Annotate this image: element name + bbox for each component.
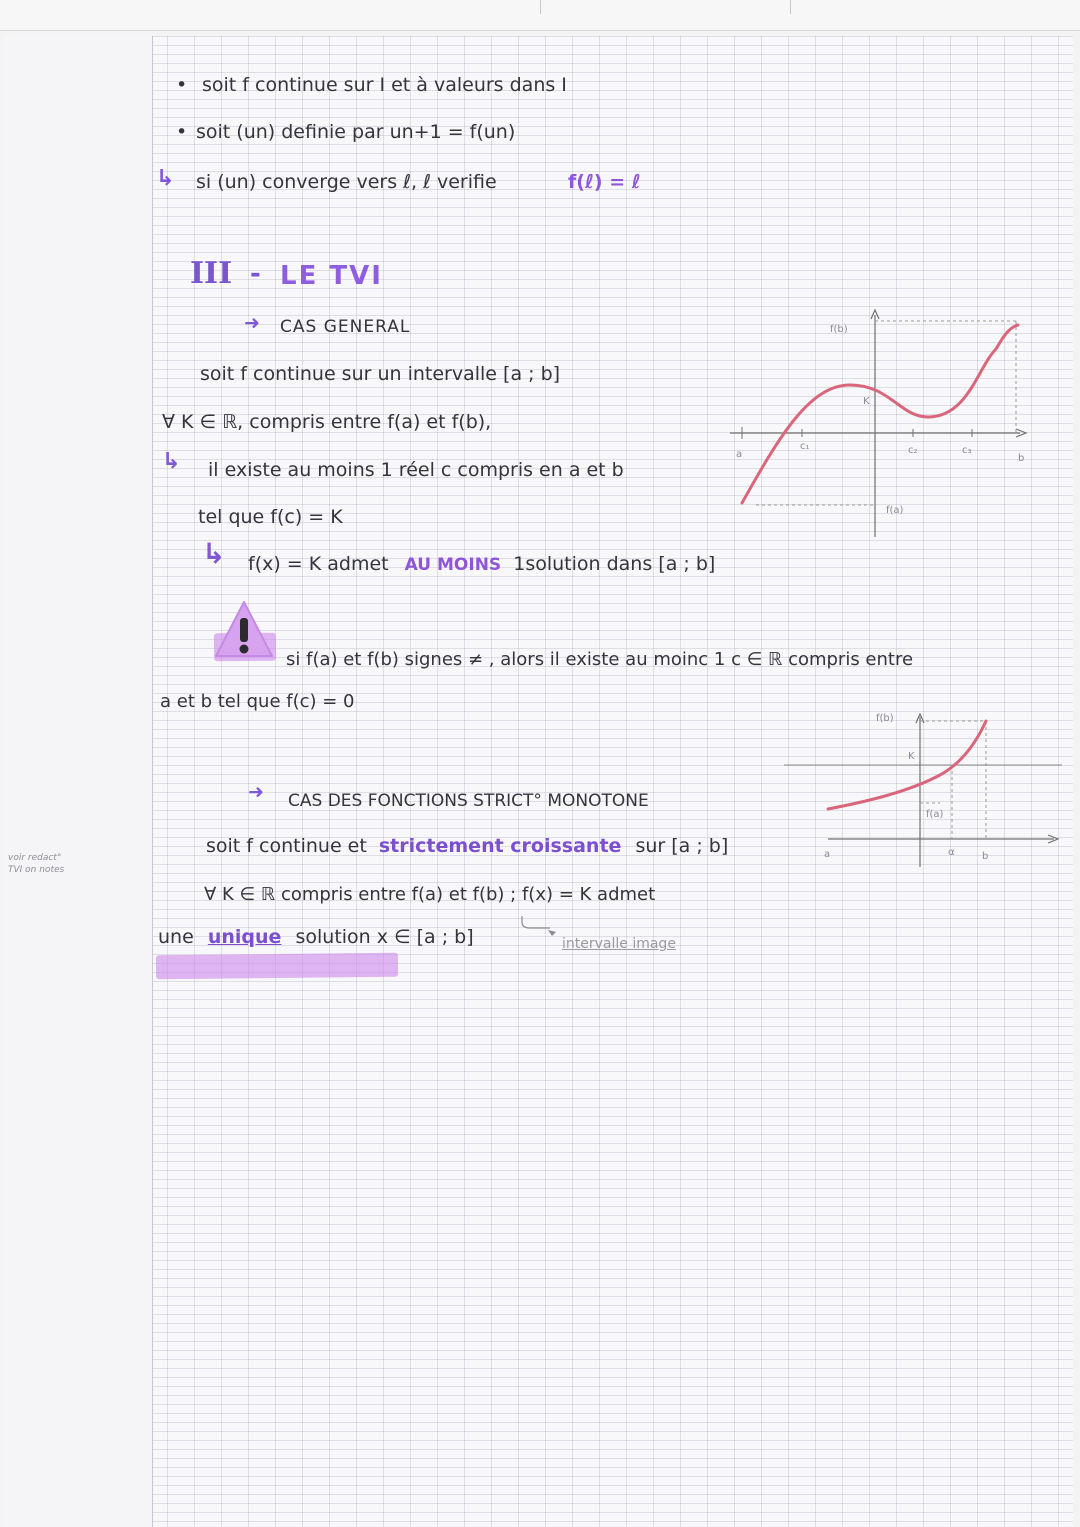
- monotone-line-3-emphasis: unique: [207, 926, 282, 948]
- monotone-line-1-end: sur [a ; b]: [635, 835, 729, 857]
- general-line-4: tel que f(c) = K: [198, 506, 343, 528]
- intro-bullet-1: soit f continue sur I et à valeurs dans I: [202, 74, 567, 96]
- graph2-fb-label: f(b): [876, 713, 894, 724]
- graph-monotone-case: [780, 705, 1066, 870]
- general-line-3: il existe au moins 1 réel c compris en a et b: [208, 459, 624, 481]
- section-dash: -: [250, 259, 261, 289]
- graph2-a-label: a: [824, 849, 831, 860]
- general-case-heading: CAS GENERAL: [280, 317, 411, 337]
- arrow-icon: ↳: [156, 166, 175, 191]
- graph-general-case: [720, 305, 1040, 545]
- arrow-icon: ↳: [162, 449, 181, 474]
- general-line-1: soit f continue sur un intervalle [a ; b]: [200, 363, 561, 385]
- general-line-5: [248, 552, 715, 577]
- graph2-b-label: b: [982, 851, 989, 862]
- monotone-line-3-end: solution x ∈ [a ; b]: [295, 926, 474, 948]
- bullet-dot: •: [176, 121, 188, 143]
- graph2-fa-label: f(a): [926, 809, 944, 820]
- graph1-a-label: a: [736, 449, 743, 460]
- intro-conclusion-formula: f(ℓ) = ℓ: [568, 171, 641, 193]
- intro-conclusion: si (un) converge vers ℓ, ℓ verifie: [196, 171, 497, 193]
- general-line-5-emphasis: AU MOINS: [404, 555, 502, 575]
- arrow-right-icon: ➜: [248, 781, 264, 803]
- graph1-b-label: b: [1018, 453, 1025, 464]
- graph1-fb-label: f(b): [830, 324, 848, 335]
- previous-page-strip: [0, 0, 1080, 31]
- intro-bullet-2: soit (un) definie par un+1 = f(un): [196, 121, 516, 143]
- warning-line-1: si f(a) et f(b) signes ≠ , alors il existe au moinc 1 c ∈ ℝ compris entre: [286, 649, 914, 670]
- section-title: LE TVI: [280, 261, 383, 291]
- section-number: III: [190, 256, 233, 291]
- graph1-c2-label: c₂: [908, 445, 918, 456]
- general-line-5-start: f(x) = K admet: [248, 553, 389, 575]
- graph1-curve: [742, 325, 1018, 503]
- monotone-line-2: ∀ K ∈ ℝ compris entre f(a) et f(b) ; f(x) = K admet: [204, 884, 656, 905]
- graph2-alpha-label: α: [948, 847, 955, 858]
- monotone-case-heading: CAS DES FONCTIONS STRICT° MONOTONE: [288, 791, 649, 811]
- graph1-c3-label: c₃: [962, 445, 972, 456]
- left-margin: [4, 36, 153, 1527]
- graph1-c1-label: c₁: [800, 441, 810, 452]
- margin-note: [8, 852, 64, 876]
- strip-mark: [540, 0, 541, 14]
- monotone-line-1-start: soit f continue et: [206, 835, 367, 857]
- warning-line-2: a et b tel que f(c) = 0: [160, 691, 355, 712]
- unique-highlight: [156, 953, 398, 980]
- monotone-line-3-start: une: [158, 926, 194, 948]
- strip-mark: [790, 0, 791, 14]
- annotation-arrow-icon: [518, 914, 558, 944]
- general-line-5-end: 1solution dans [a ; b]: [513, 553, 716, 575]
- graph1-k-label: K: [863, 396, 870, 407]
- monotone-line-1-emphasis: strictement croissante: [378, 835, 622, 857]
- bullet-dot: •: [176, 74, 188, 96]
- graph2-k-label: K: [908, 751, 915, 762]
- arrow-icon: ↳: [202, 537, 226, 570]
- general-line-2: ∀ K ∈ ℝ, compris entre f(a) et f(b),: [162, 411, 492, 433]
- warning-icon: [212, 598, 276, 664]
- arrow-right-icon: ➜: [244, 312, 260, 334]
- margin-note-line: voir redact°: [8, 853, 62, 863]
- graph1-fa-label: f(a): [886, 505, 904, 516]
- margin-note-line: TVI on notes: [8, 865, 65, 875]
- intervalle-image-annotation: intervalle image: [562, 936, 676, 952]
